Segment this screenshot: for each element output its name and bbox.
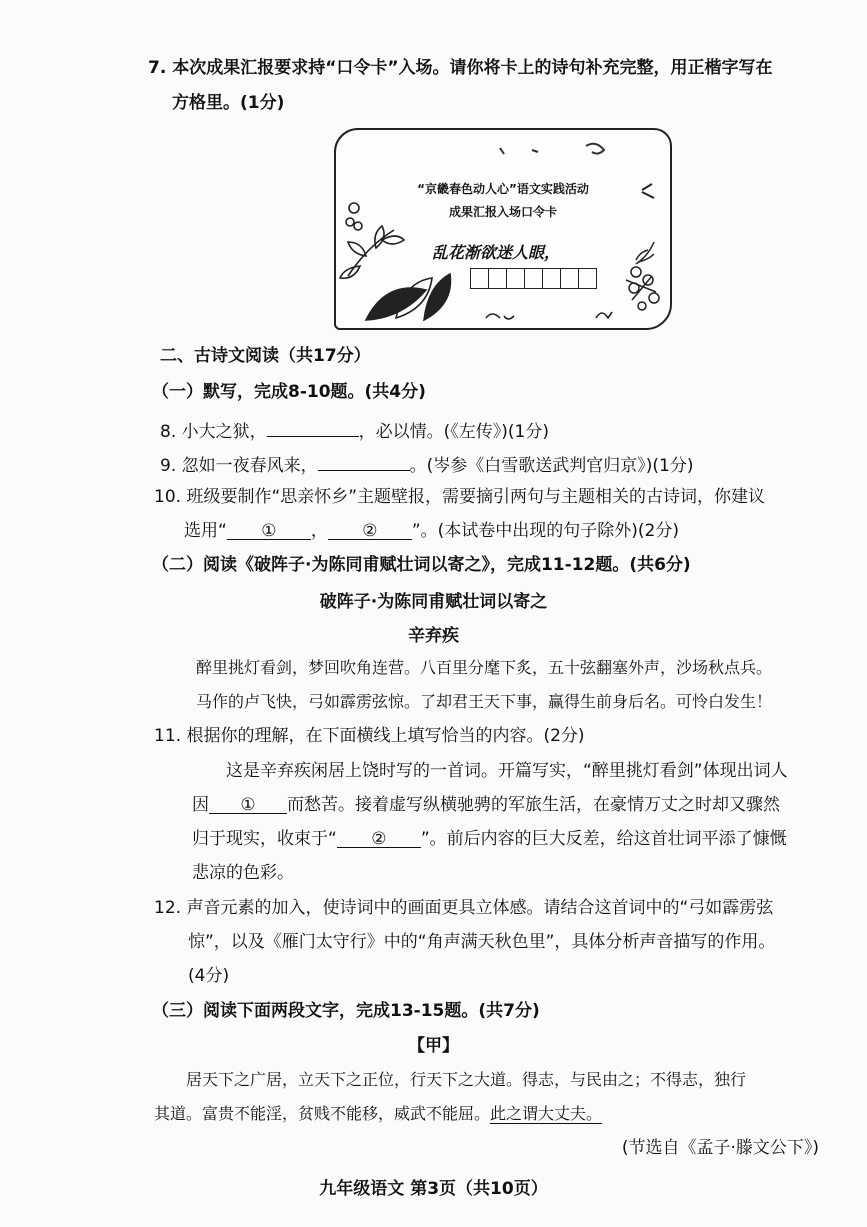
grid-cell[interactable] [507, 269, 525, 288]
grid-cell[interactable] [561, 269, 579, 288]
password-card [334, 128, 672, 330]
q10-close: ”。(本试卷中出现的句子除外)(2分) [411, 521, 679, 541]
poem-author: 辛弃疾 [408, 626, 459, 646]
q10-blank-1[interactable]: ① [227, 519, 311, 540]
q10-line2 [184, 519, 679, 543]
q11-close-open: 归于现实，收束于“ [192, 829, 337, 849]
q11-prefix: 因 [192, 795, 209, 815]
passage-source: (节选自《孟子·滕文公下》) [621, 1138, 819, 1158]
q7-line1: 7. 本次成果汇报要求持“口令卡”入场。请你将卡上的诗句补充完整，用正楷字写在 [148, 58, 773, 78]
q12-line1: 12. 声音元素的加入，使诗词中的画面更具立体感。请结合这首词中的“弓如霹雳弦 [154, 898, 774, 918]
passage-line-2-main: 其道。富贵不能淫，贫贱不能移，威武不能屈。 [154, 1104, 491, 1123]
q11-mid: 而愁苦。接着虚写纵横驰骋的军旅生活，在豪情万丈之时却又骤然 [287, 795, 780, 815]
q10-open: 选用“ [184, 521, 227, 541]
part2-heading: （二）阅读《破阵子·为陈同甫赋壮词以寄之》，完成11-12题。(共6分) [152, 555, 691, 575]
grid-cell[interactable] [579, 269, 596, 288]
grid-cell[interactable] [471, 269, 489, 288]
q8-suffix: ，必以情。(《左传》)(1分) [358, 422, 549, 442]
card-title-line1: “京畿春色动人心”语文实践活动 [417, 182, 589, 196]
q7-line2: 方格里。(1分) [172, 93, 285, 113]
q11-line3 [192, 793, 780, 817]
grid-cell[interactable] [525, 269, 543, 288]
q11-end: ”。前后内容的巨大反差，给这首壮词平添了慷慨 [420, 829, 787, 849]
q9-suffix: 。(岑参《白雪歌送武判官归京》)(1分) [409, 456, 694, 476]
q10-line1: 10. 班级要制作“思亲怀乡”主题壁报，需要摘引两句与主题相关的古诗词，你建议 [154, 487, 766, 507]
q11-line2: 这是辛弃疾闲居上饶时写的一首词。开篇写实，“醉里挑灯看剑”体现出词人 [226, 761, 788, 781]
flower-cluster-icon [626, 242, 659, 310]
q11-blank-2[interactable]: ② [337, 827, 421, 848]
passage-underlined: 此之谓大丈夫。 [490, 1104, 603, 1123]
card-title-line2: 成果汇报入场口令卡 [448, 205, 557, 219]
answer-grid[interactable] [470, 268, 597, 289]
q10-comma: ， [310, 521, 328, 541]
q10-blank-2[interactable]: ② [328, 519, 412, 540]
card-verse: 乱花渐欲迷人眼， [432, 243, 561, 262]
q11-line5: 悲凉的色彩。 [192, 863, 294, 883]
part1-heading: （一）默写，完成8-10题。(共4分) [152, 382, 426, 402]
q9-prefix: 9. 忽如一夜春风来， [160, 456, 318, 476]
grid-cell[interactable] [543, 269, 561, 288]
q11-blank-1[interactable]: ① [209, 793, 287, 814]
q11-line1: 11. 根据你的理解，在下面横线上填写恰当的内容。(2分) [154, 726, 585, 746]
jia-label: 【甲】 [408, 1036, 459, 1056]
poem-line-1: 醉里挑灯看剑，梦回吹角连营。八百里分麾下炙，五十弦翻塞外声，沙场秋点兵。 [196, 658, 773, 677]
poem-title: 破阵子·为陈同甫赋壮词以寄之 [319, 592, 548, 612]
grid-cell[interactable] [489, 269, 507, 288]
passage-line-2 [154, 1102, 602, 1126]
q12-line2: 惊”，以及《雁门太守行》中的“角声满天秋色里”，具体分析声音描写的作用。 [188, 932, 776, 952]
section-heading: 二、古诗文阅读（共17分） [160, 346, 371, 366]
q8 [160, 416, 549, 444]
q9-blank[interactable] [318, 450, 410, 471]
q8-blank[interactable] [267, 416, 359, 437]
q9 [160, 450, 693, 478]
passage-line-1: 居天下之广居，立天下之正位，行天下之大道。得志，与民由之；不得志，独行 [186, 1070, 747, 1089]
poem-line-2: 马作的卢飞快，弓如霹雳弦惊。了却君王天下事，赢得生前身后名。可怜白发生！ [196, 692, 773, 711]
q11-line4 [192, 827, 787, 851]
part3-heading: （三）阅读下面两段文字，完成13-15题。(共7分) [152, 1001, 540, 1021]
q12-line3: (4分) [188, 966, 230, 986]
q8-prefix: 8. 小大之狱， [160, 422, 267, 442]
page-footer: 九年级语文 第3页（共10页） [319, 1179, 548, 1199]
card-doodle-top [336, 130, 670, 328]
